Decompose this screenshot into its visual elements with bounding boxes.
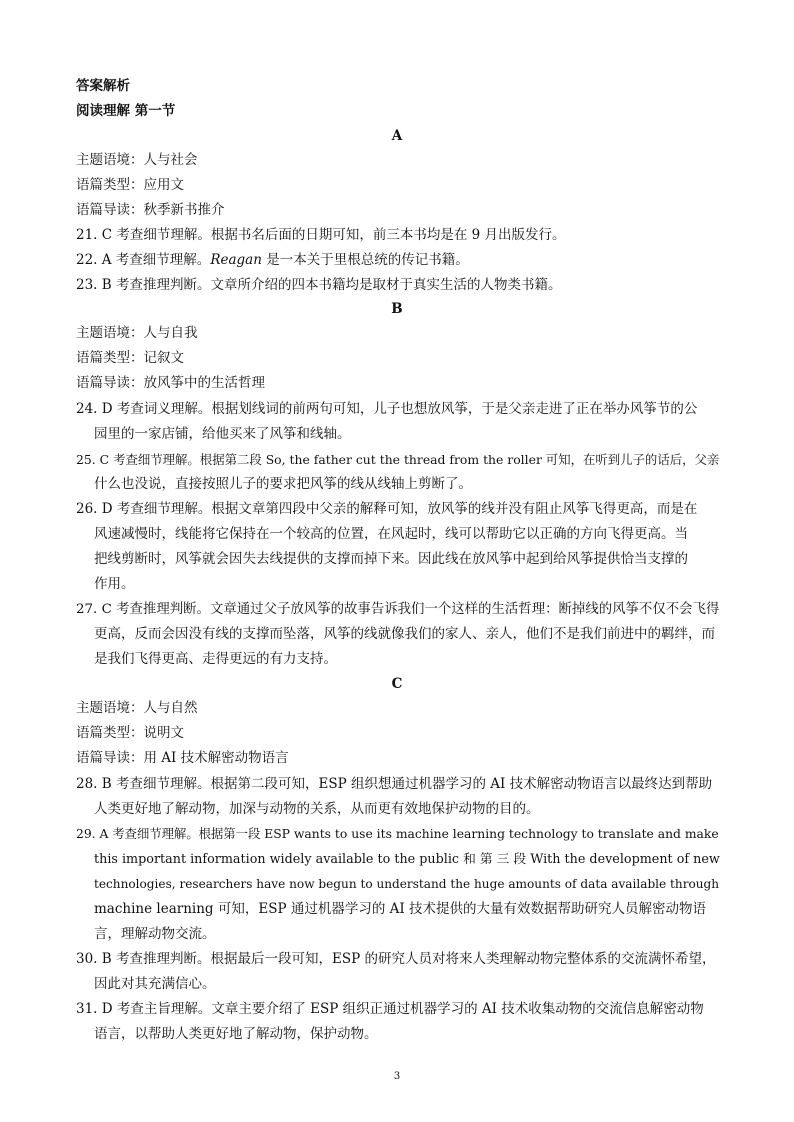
answer-26-line4: 作用。 — [94, 576, 135, 592]
answer-29-line4: machine learning 可知，ESP 通过机器学习的 AI 技术提供的大量有效数据帮助研究人员解密动物语 — [94, 901, 706, 917]
answer-23: 23. B 考查推理判断。文章所介绍的四本书籍均是取材于真实生活的人物类书籍。 — [76, 277, 562, 293]
section-b-type: 语篇类型：记叙文 — [76, 350, 184, 366]
section-b-guide: 语篇导读：放风筝中的生活哲理 — [76, 375, 265, 391]
answer-24-line2: 园里的一家店铺，给他买来了风筝和线轴。 — [94, 426, 351, 442]
answer-25-line2: 什么也没说，直接按照儿子的要求把风筝的线从线轴上剪断了。 — [94, 476, 472, 492]
answer-31-line1: 31. D 考查主旨理解。文章主要介绍了 ESP 组织正通过机器学习的 AI 技术收集动物的交流信息解密动物 — [76, 1001, 704, 1017]
section-a-guide: 语篇导读：秋季新书推介 — [76, 202, 225, 218]
section-b-theme: 主题语境：人与自我 — [76, 325, 198, 341]
answer-25-line1: 25. C 考查细节理解。根据第二段 So, the father cut the thread from the roller 可知，在听到儿子的话后，父亲 — [76, 452, 720, 467]
answer-27-line3: 是我们飞得更高、走得更远的有力支持。 — [94, 651, 337, 667]
answer-21: 21. C 考查细节理解。根据书名后面的日期可知，前三本书均是在 9 月出版发行。 — [76, 227, 566, 243]
answer-26-line3: 把线剪断时，风筝就会因失去线提供的支撑而掉下来。因此线在放风筝中起到给风筝提供恰当支撑的 — [94, 551, 688, 567]
answer-29-line5: 言，理解动物交流。 — [94, 926, 216, 942]
section-b-label: B — [391, 301, 403, 317]
answer-22 — [76, 248, 720, 273]
answer-26-line2: 风速减慢时，线能将它保持在一个较高的位置，在风起时，线可以帮助它以正确的方向飞得更高。当 — [94, 526, 688, 542]
answer-27-line1: 27. C 考查推理判断。文章通过父子放风筝的故事告诉我们一个这样的生活哲理：断掉线的风筝不仅不会飞得 — [76, 602, 720, 617]
section-a-type: 语篇类型：应用文 — [76, 177, 184, 193]
page-title: 答案解析 — [76, 78, 130, 94]
answer-26-line1: 26. D 考查细节理解。根据文章第四段中父亲的解释可知，放风筝的线并没有阻止风筝飞得更高，而是在 — [76, 501, 698, 517]
answer-29-line1: 29. A 考查细节理解。根据第一段 ESP wants to use its machine learning technology to translate and make — [76, 827, 719, 841]
answer-28-line2: 人类更好地了解动物，加深与动物的关系，从而更有效地保护动物的目的。 — [94, 801, 540, 817]
section-c-guide: 语篇导读：用 AI 技术解密动物语言 — [76, 750, 289, 766]
section-c-label: C — [391, 676, 403, 692]
answer-22-suffix: 是一本关于里根总统的传记书籍。 — [261, 252, 469, 268]
answer-22-italic-title: Reagan — [210, 252, 262, 268]
page-number: 3 — [393, 1071, 401, 1082]
answer-29-line2: this important information widely available to the public 和 第 三 段 With the development of new — [94, 852, 720, 867]
answer-31-line2: 语言，以帮助人类更好地了解动物，保护动物。 — [94, 1026, 378, 1042]
answer-24-line1: 24. D 考查词义理解。根据划线词的前两句可知，儿子也想放风筝，于是父亲走进了正在举办风筝节的公 — [76, 401, 698, 417]
answer-29-line3: technologies, researchers have now begun to understand the huge amounts of data available through — [94, 877, 720, 891]
section-a-theme: 主题语境：人与社会 — [76, 152, 198, 168]
answer-27-line2: 更高，反而会因没有线的支撑而坠落，风筝的线就像我们的家人、亲人，他们不是我们前进中的羁绊，而 — [94, 626, 715, 642]
answer-30-line2: 因此对其充满信心。 — [94, 976, 216, 992]
answer-28-line1: 28. B 考查细节理解。根据第二段可知，ESP 组织想通过机器学习的 AI 技术解密动物语言以最终达到帮助 — [76, 776, 713, 792]
section-c-theme: 主题语境：人与自然 — [76, 700, 198, 716]
section-title: 阅读理解 第一节 — [76, 103, 176, 119]
section-c-type: 语篇类型：说明文 — [76, 725, 184, 741]
section-a-label: A — [391, 128, 403, 144]
answer-22-prefix: 22. A 考查细节理解。 — [76, 252, 211, 268]
answer-30-line1: 30. B 考查推理判断。根据最后一段可知，ESP 的研究人员对将来人类理解动物完整体系的交流满怀希望， — [76, 951, 716, 967]
